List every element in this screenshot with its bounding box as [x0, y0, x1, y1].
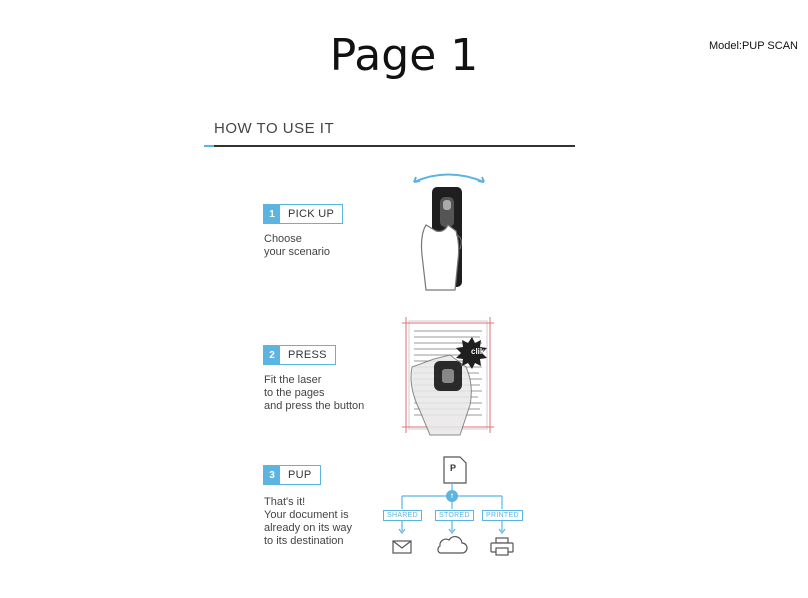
step-2-desc-line: Fit the laser — [264, 374, 322, 386]
step-2-label: PRESS — [288, 349, 327, 361]
step-2-desc-line: and press the button — [264, 400, 365, 412]
step-3-label: PUP — [288, 469, 312, 481]
step-1-badge — [263, 204, 343, 224]
envelope-icon — [393, 541, 411, 553]
hand-outline — [422, 225, 459, 290]
step-1-desc-line: Choose — [264, 233, 302, 245]
click-label: clik — [471, 347, 485, 356]
page-title: Page 1 — [329, 30, 479, 81]
step-3-number: 3 — [264, 466, 280, 484]
stored-tag: STORED — [435, 510, 474, 521]
step-3-badge — [263, 465, 321, 485]
printer-icon — [491, 538, 513, 555]
step-3-desc-line: Your document is — [264, 509, 349, 521]
pick-up-illustration — [400, 165, 510, 295]
step-3-desc-line: to its destination — [264, 535, 344, 547]
printed-tag: PRINTED — [482, 510, 523, 521]
step-3-desc-line: already on its way — [264, 522, 353, 534]
section-divider — [204, 145, 575, 147]
step-1-desc-line: your scenario — [264, 246, 331, 258]
document-letter: P — [450, 463, 457, 473]
step-3-description — [264, 496, 352, 548]
step-3-desc-line: That's it! — [264, 496, 306, 508]
section-title: HOW TO USE IT — [214, 120, 335, 137]
step-1-number: 1 — [264, 205, 280, 223]
press-illustration — [400, 315, 500, 437]
model-label: Model:PUP SCAN — [708, 40, 798, 52]
step-1-description — [264, 233, 330, 259]
rotate-arrow-icon — [414, 175, 484, 183]
cloud-icon — [438, 537, 467, 553]
step-2-badge — [263, 345, 336, 365]
step-2-desc-line: to the pages — [264, 387, 325, 399]
section-divider-accent — [204, 145, 214, 147]
step-1-label: PICK UP — [288, 208, 335, 220]
shared-tag: SHARED — [383, 510, 422, 521]
step-2-description — [264, 374, 364, 413]
step-2-number: 2 — [264, 346, 280, 364]
